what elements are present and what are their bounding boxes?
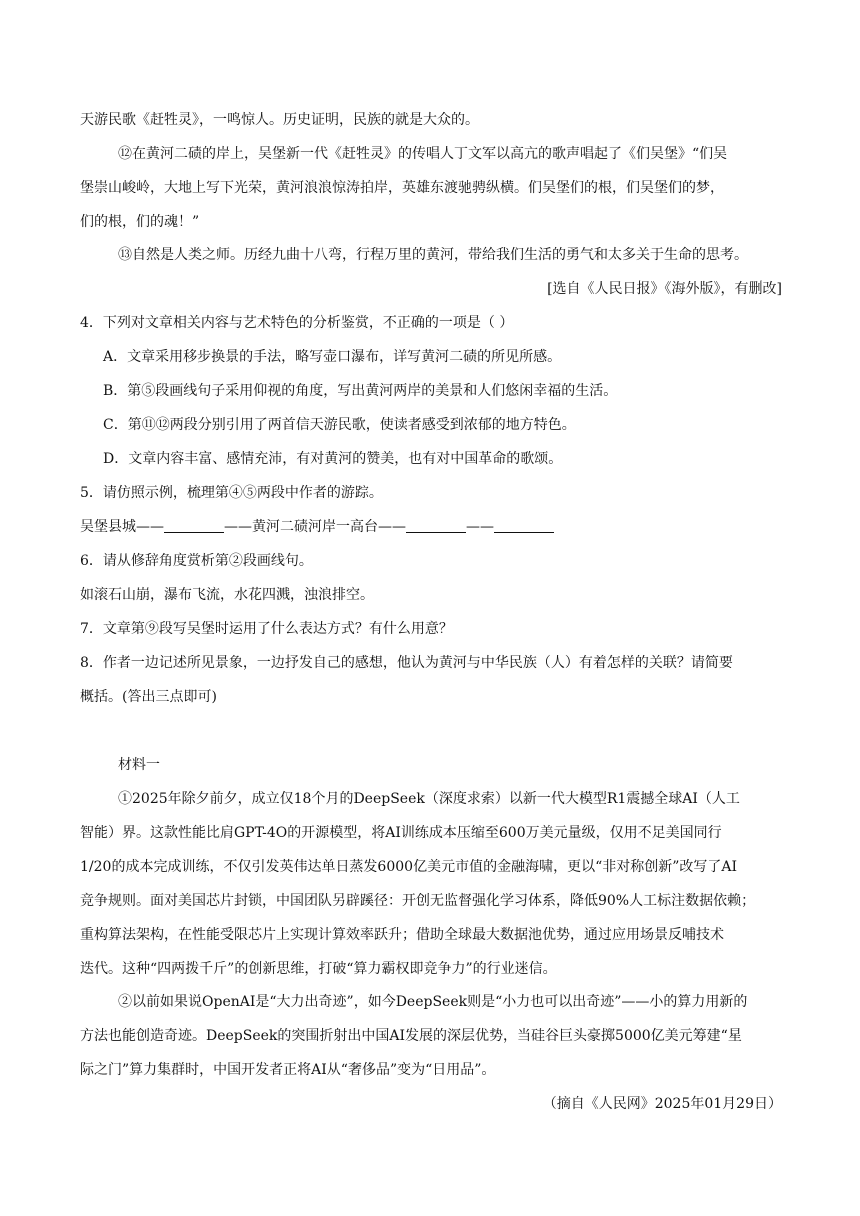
passage-source: [选自《人民日报》《海外版》，有删改] — [547, 281, 782, 297]
passage-p13: ⑬自然是人类之师。历经九曲十八弯，行程万里的黄河，带给我们生活的勇气和太多关于生命的思考。 — [118, 247, 748, 263]
material1-p2-line2: 方法也能创造奇迹。DeepSeek的突围折射出中国AI发展的深层优势，当硅谷巨头豪掷5000亿美元筹建“星 — [80, 1028, 742, 1044]
passage-p12-line3: 们的根，们的魂！” — [80, 214, 200, 230]
question-7-stem: 7．文章第⑨段写吴堡时运用了什么表达方式？有什么用意？ — [80, 621, 453, 637]
question-8-stem-line2: 概括。(答出三点即可) — [80, 689, 217, 705]
question-5-stem: 5．请仿照示例，梳理第④⑤两段中作者的游踪。 — [80, 485, 383, 501]
material1-p2-line1: ②以前如果说OpenAI是“大力出奇迹”，如今DeepSeek则是“小力也可以出奇迹”——小的算力用新的 — [118, 994, 748, 1010]
material1-p1-line2: 智能）界。这款性能比肩GPT-4O的开源模型，将AI训练成本压缩至600万美元量级，仅用不足美国同行 — [80, 825, 722, 841]
material1-p1-line6: 迭代。这种“四两拨千斤”的创新思维，打破“算力霸权即竞争力”的行业迷信。 — [80, 961, 557, 977]
question-6-sentence: 如滚石山崩，瀑布飞流，水花四溅，浊浪排空。 — [80, 587, 374, 603]
answer-blank-1[interactable] — [164, 518, 224, 533]
question-6-stem: 6．请从修辞角度赏析第②段画线句。 — [80, 553, 313, 569]
question-5-route — [80, 517, 554, 537]
answer-blank-2[interactable] — [406, 518, 466, 533]
material1-p2-line3: 际之门”算力集群时，中国开发者正将AI从“奢侈品”变为“日用品”。 — [80, 1062, 496, 1078]
question-4-option-b: B．第⑤段画线句子采用仰视的角度，写出黄河两岸的美景和人们悠闲幸福的生活。 — [103, 383, 618, 399]
route-start: 吴堡县城—— — [80, 519, 164, 535]
material1-source: （摘自《人民网》2025年01月29日） — [542, 1096, 782, 1112]
question-4-option-a: A．文章采用移步换景的手法，略写壶口瀑布，详写黄河二碛的所见所感。 — [103, 349, 562, 365]
passage-p12-line2: 堡崇山峻岭，大地上写下光荣，黄河浪浪惊涛拍岸，英雄东渡驰骋纵横。们吴堡们的根，们吴堡们的梦， — [80, 180, 724, 196]
route-middle: ——黄河二碛河岸一高台—— — [224, 519, 406, 535]
answer-blank-3[interactable] — [494, 518, 554, 533]
material1-p1-line5: 重构算法架构，在性能受限芯片上实现计算效率跃升；借助全球最大数据池优势，通过应用场景反哺技术 — [80, 927, 724, 943]
question-4-option-d: D．文章内容丰富、感情充沛，有对黄河的赞美，也有对中国革命的歌颂。 — [103, 451, 563, 467]
question-4-option-c: C．第⑪⑫两段分别引用了两首信天游民歌，使读者感受到浓郁的地方特色。 — [103, 417, 576, 433]
material1-heading: 材料一 — [118, 757, 160, 773]
material1-p1-line1: ①2025年除夕前夕，成立仅18个月的DeepSeek（深度求索）以新一代大模型R1震撼全球AI（人工 — [118, 791, 740, 807]
passage-p12-line1: ⑫在黄河二碛的岸上，吴堡新一代《赶牲灵》的传唱人丁文军以高亢的歌声唱起了《们吴堡》“们吴 — [118, 146, 728, 162]
material1-p1-line3: 1/20的成本完成训练，不仅引发英伟达单日蒸发6000亿美元市值的金融海啸，更以“非对称创新”改写了AI — [80, 859, 738, 875]
question-4-stem: 4．下列对文章相关内容与艺术特色的分析鉴赏，不正确的一项是（ ） — [80, 315, 514, 331]
route-dash: —— — [466, 519, 494, 535]
passage-p11-end: 天游民歌《赶牲灵》，一鸣惊人。历史证明，民族的就是大众的。 — [80, 112, 479, 128]
material1-p1-line4: 竞争规则。面对美国芯片封锁，中国团队另辟蹊径：开创无监督强化学习体系，降低90%人工标注数据依赖； — [80, 893, 756, 909]
question-8-stem-line1: 8．作者一边记述所见景象，一边抒发自己的感想，他认为黄河与中华民族（人）有着怎样的关联？请简要 — [80, 655, 733, 671]
